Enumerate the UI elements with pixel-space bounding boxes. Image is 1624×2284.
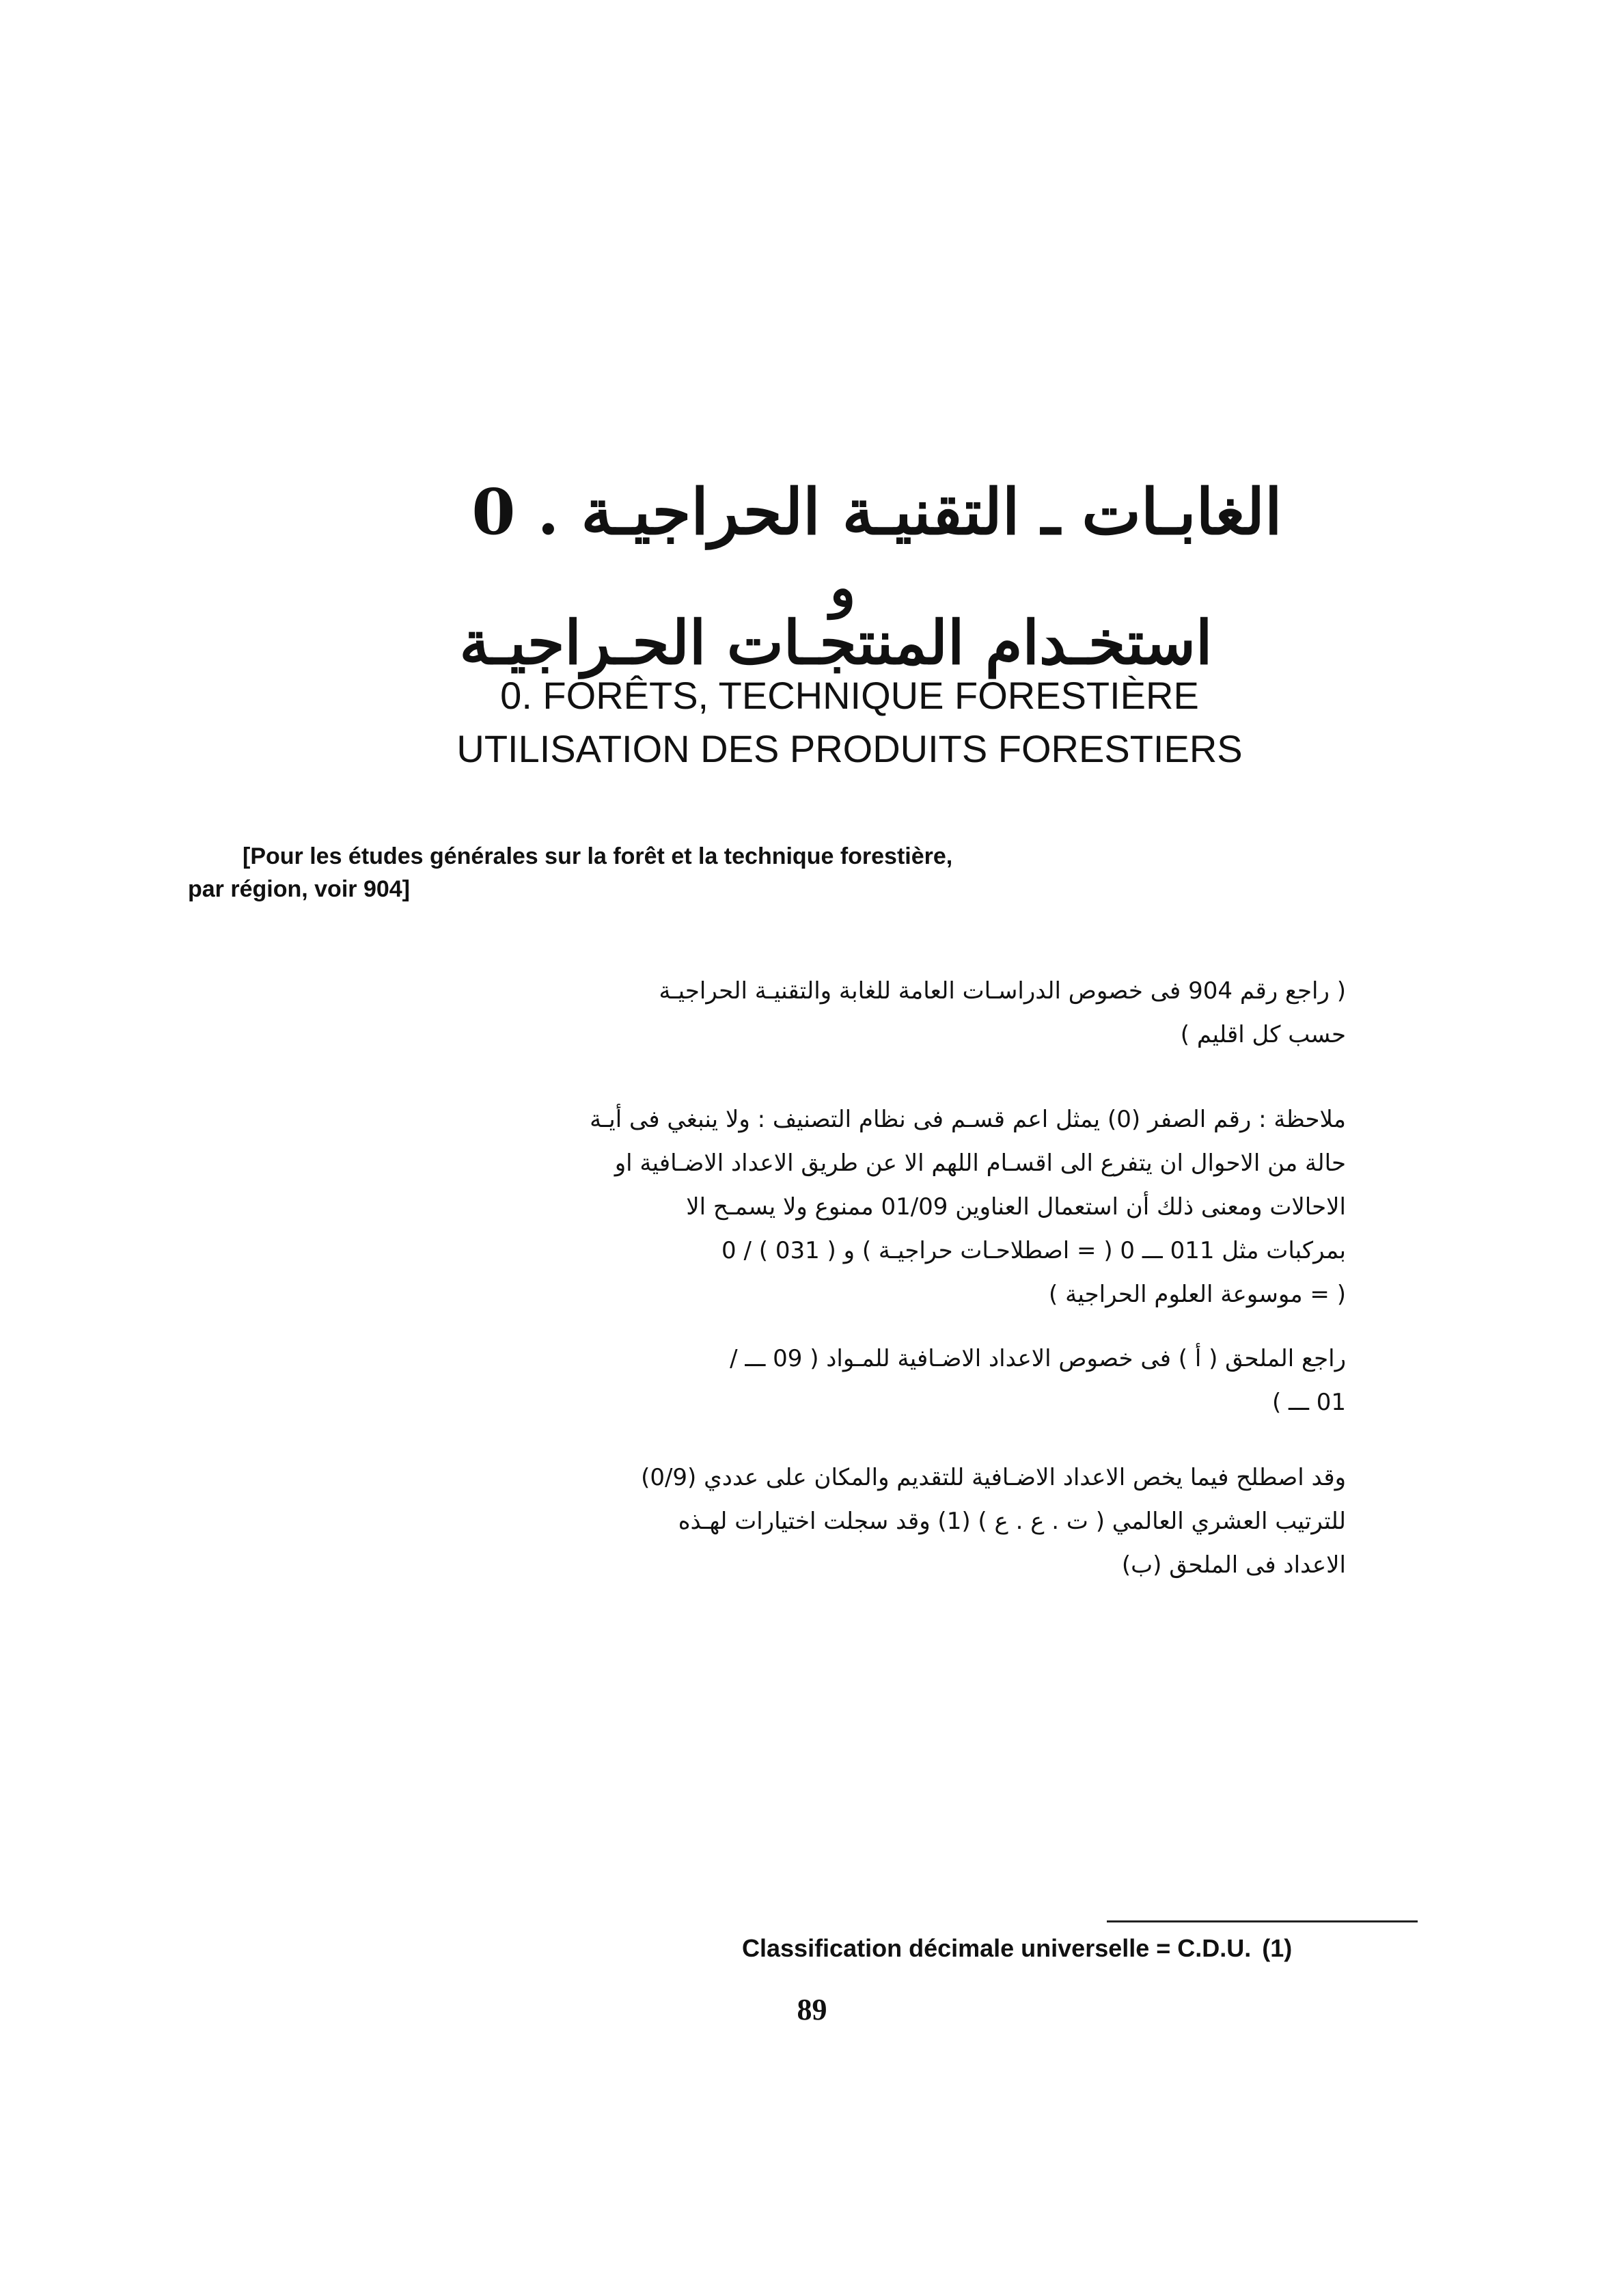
arabic-title-line-1: 0 . الغابـات ـ التقنيـة الحراجيـة (471, 475, 1282, 549)
french-note-line-1: [Pour les études générales sur la forêt et la technique forestière, (243, 843, 953, 869)
footnote-divider (1107, 1920, 1418, 1922)
arabic-title-line-2: استخـدام المنتجـات الحـراجيـة (459, 607, 1213, 678)
paragraph-line: الاعداد فى الملحق (ب) (1121, 1551, 1346, 1579)
paragraph-line: للترتيب العشري العالمي ( ت . ع . ع ) (1) وقد سجلت اختيارات لهـذه (678, 1508, 1346, 1535)
paragraph-line: 01 ـــ ) (1271, 1389, 1346, 1416)
paragraph-line: الاحالات ومعنى ذلك أن استعمال العناوين 01/09 ممنوع ولا يسمـح الا (686, 1193, 1346, 1221)
arabic-paragraph-appendix-a (437, 1337, 1346, 1424)
french-note-line-2: par région, voir 904] (188, 876, 410, 902)
french-title-line-2: UTILISATION DES PRODUITS FORESTIERS (456, 727, 1243, 770)
paragraph-line: حالة من الاحوال ان يتفرع الى اقسـام اللهم الا عن طريق الاعداد الاضـافية او (614, 1150, 1346, 1177)
footnote-marker: (1) (1262, 1934, 1293, 1962)
page-number: 89 (797, 1993, 827, 2026)
paragraph-line: ملاحظة : رقم الصفر (0) يمثل اعم قسـم فى نظام التصنيف : ولا ينبغي فى أيـة (590, 1106, 1346, 1133)
paragraph-line: ( راجع رقم 904 فى خصوص الدراسـات العامة للغابة والتقنيـة الحراجيـة (659, 977, 1346, 1005)
footnote (731, 1934, 1292, 1963)
arabic-paragraph-note (437, 1098, 1346, 1316)
paragraph-line: بمركبات مثل 011 ـــ 0 ( = اصطلاحـات حراجيـة ) و ( 031 ) / 0 (721, 1237, 1346, 1264)
arabic-paragraph-auxiliary-numbers (437, 1456, 1346, 1587)
footnote-text: Classification décimale universelle = C.D.U. (742, 1934, 1252, 1962)
paragraph-line: ( = موسوعة العلوم الحراجية ) (1049, 1281, 1346, 1308)
arabic-paragraph-reference-904 (437, 969, 1346, 1057)
paragraph-line: وقد اصطلح فيما يخص الاعداد الاضـافية للتقديم والمكان على عددي (0/9) (641, 1464, 1346, 1491)
paragraph-line: حسب كل اقليم ) (1180, 1021, 1346, 1048)
paragraph-line: راجع الملحق ( أ ) فى خصوص الاعداد الاضـافية للمـواد ( 09 ـــ / (730, 1345, 1346, 1372)
arabic-title-conjunction: و (829, 557, 856, 619)
french-title-line-1: 0. FORÊTS, TECHNIQUE FORESTIÈRE (500, 674, 1199, 717)
